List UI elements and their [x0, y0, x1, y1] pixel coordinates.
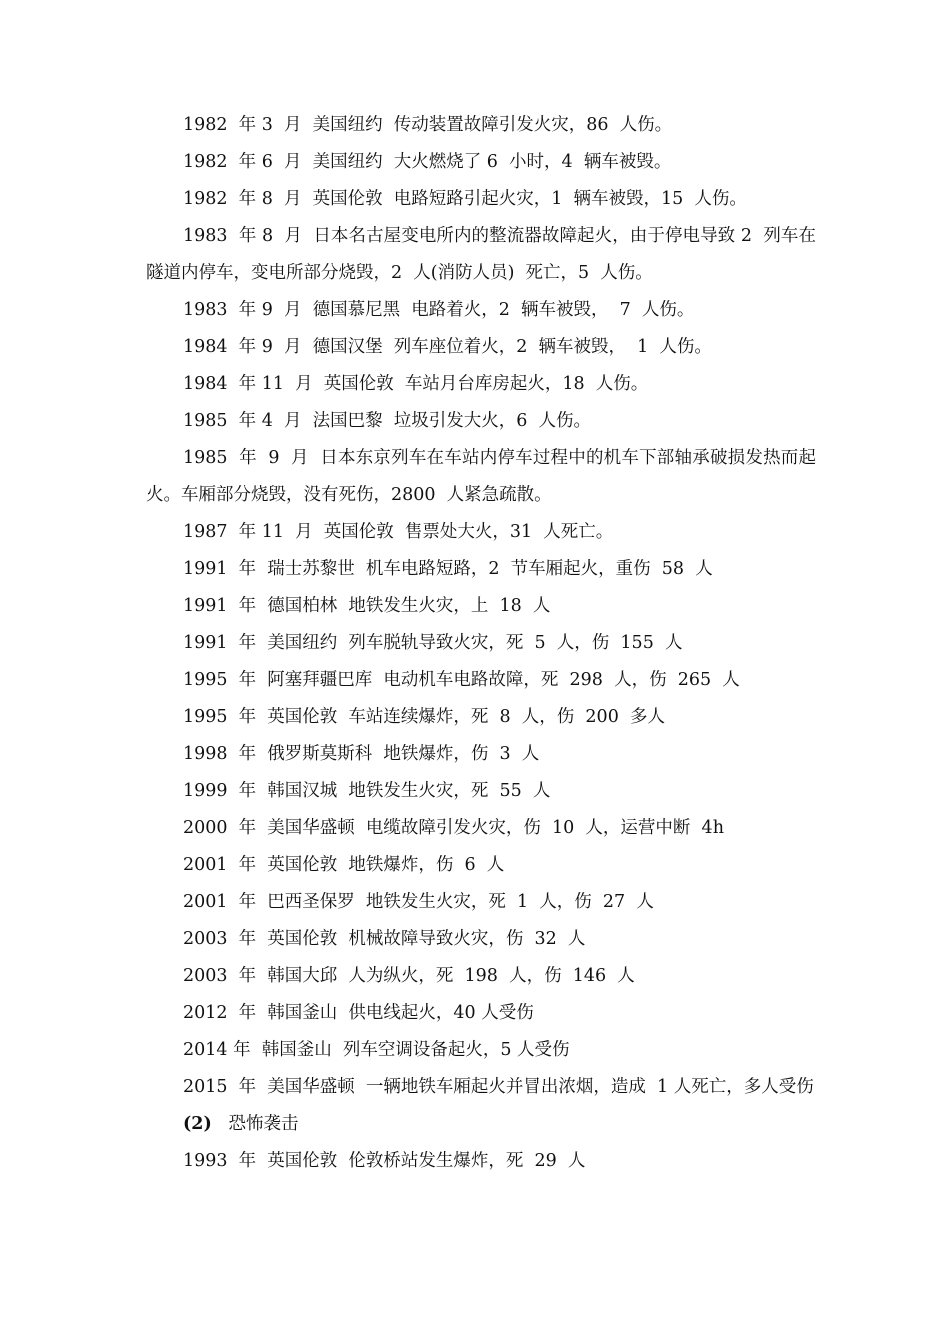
incident-entry: 2001 年 巴西圣保罗 地铁发生火灾，死 1 人，伤 27 人: [183, 892, 654, 912]
incident-entry: 1982 年 8 月 英国伦敦 电路短路引起火灾，1 辆车被毁，15 人伤。: [183, 189, 747, 209]
incident-entry: 2012 年 韩国釜山 供电线起火，40 人受伤: [183, 1003, 534, 1023]
incident-entry: 1999 年 韩国汉城 地铁发生火灾，死 55 人: [183, 781, 551, 801]
incident-entry: 1982 年 6 月 美国纽约 大火燃烧了 6 小时，4 辆车被毁。: [183, 152, 672, 172]
document-body: [146, 107, 816, 1180]
fire-incident-list: [146, 107, 816, 1106]
incident-entry: 2014 年 韩国釜山 列车空调设备起火，5 人受伤: [183, 1040, 570, 1060]
incident-entry: 1984 年 11 月 英国伦敦 车站月台库房起火，18 人伤。: [183, 374, 649, 394]
incident-entry: 1983 年 8 月 日本名古屋变电所内的整流器故障起火，由于停电导致 2 列车在隧道内停车，变电所部分烧毁，2 人(消防人员) 死亡，5 人伤。: [146, 226, 816, 283]
section-title: 恐怖袭击: [228, 1114, 299, 1134]
incident-entry: 2015 年 美国华盛顿 一辆地铁车厢起火并冒出浓烟，造成 1 人死亡，多人受伤: [183, 1077, 814, 1097]
incident-entry: 1985 年 4 月 法国巴黎 垃圾引发大火，6 人伤。: [183, 411, 591, 431]
incident-entry: 1983 年 9 月 德国慕尼黑 电路着火，2 辆车被毁， 7 人伤。: [183, 300, 695, 320]
incident-entry: 1991 年 德国柏林 地铁发生火灾，上 18 人: [183, 596, 551, 616]
incident-entry: 1984 年 9 月 德国汉堡 列车座位着火，2 辆车被毁， 1 人伤。: [183, 337, 712, 357]
terror-incident-list: [146, 1143, 816, 1180]
incident-entry: 1985 年 9 月 日本东京列车在车站内停车过程中的机车下部轴承破损发热而起火。车厢部分烧毁，没有死伤，2800 人紧急疏散。: [146, 448, 816, 505]
incident-entry: 2003 年 英国伦敦 机械故障导致火灾，伤 32 人: [183, 929, 586, 949]
incident-entry: 1987 年 11 月 英国伦敦 售票处大火，31 人死亡。: [183, 522, 614, 542]
incident-entry: 2003 年 韩国大邱 人为纵火，死 198 人，伤 146 人: [183, 966, 635, 986]
incident-entry: 1995 年 英国伦敦 车站连续爆炸，死 8 人，伤 200 多人: [183, 707, 665, 727]
incident-entry: 2000 年 美国华盛顿 电缆故障引发火灾，伤 10 人，运营中断 4h: [183, 818, 724, 838]
section-number: (2): [183, 1114, 212, 1134]
incident-entry: 1995 年 阿塞拜疆巴库 电动机车电路故障，死 298 人，伤 265 人: [183, 670, 740, 690]
section-heading: [146, 1106, 816, 1143]
incident-entry: 1998 年 俄罗斯莫斯科 地铁爆炸，伤 3 人: [183, 744, 540, 764]
incident-entry: 1991 年 瑞士苏黎世 机车电路短路，2 节车厢起火，重伤 58 人: [183, 559, 713, 579]
incident-entry: 1993 年 英国伦敦 伦敦桥站发生爆炸，死 29 人: [183, 1151, 586, 1171]
incident-entry: 1991 年 美国纽约 列车脱轨导致火灾，死 5 人，伤 155 人: [183, 633, 683, 653]
incident-entry: 2001 年 英国伦敦 地铁爆炸，伤 6 人: [183, 855, 505, 875]
incident-entry: 1982 年 3 月 美国纽约 传动装置故障引发火灾，86 人伤。: [183, 115, 673, 135]
